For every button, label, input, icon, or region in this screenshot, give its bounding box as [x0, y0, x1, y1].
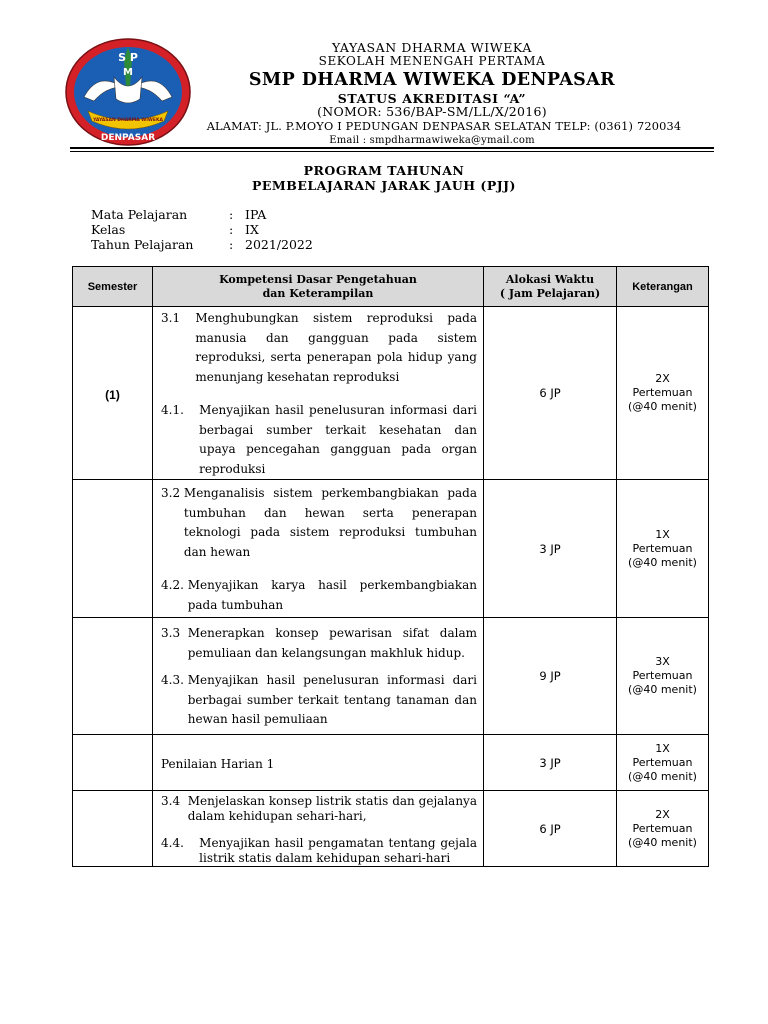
- cell-semester: [73, 480, 153, 618]
- kd-text: Menghubungkan sistem reproduksi pada manusia dan gangguan pada sistem reproduksi, serta penerapan pola hidup yang menunjang kesehatan reproduksi: [195, 311, 477, 384]
- header-kompetensi: [153, 267, 484, 307]
- accreditation-number: (NOMOR: 536/BAP-SM/LL/X/2016): [317, 104, 547, 119]
- kd-number: 4.2.: [161, 578, 188, 592]
- document-subtitle: PEMBELAJARAN JARAK JAUH (PJJ): [252, 178, 516, 193]
- meta-value: IX: [245, 222, 259, 237]
- school-address: ALAMAT: JL. P.MOYO I PEDUNGAN DENPASAR SELATAN TELP: (0361) 720034: [206, 120, 682, 133]
- kd-number: 4.4.: [161, 835, 200, 850]
- ket-duration: (@40 menit): [628, 835, 697, 849]
- kd-item: [161, 624, 477, 663]
- letterhead-rule-thin: [70, 151, 714, 152]
- kd-text: Menerapkan konsep pewarisan sifat dalam pemuliaan dan kelangsungan makhluk hidup.: [187, 626, 477, 660]
- header-kd-line1: Kompetensi Dasar Pengetahuan: [219, 272, 417, 286]
- header-alokasi-line2: ( Jam Pelajaran): [499, 286, 601, 300]
- cell-keterangan: [617, 618, 709, 735]
- meta-key: Tahun Pelajaran: [91, 237, 194, 252]
- cell-keterangan: [617, 307, 709, 480]
- table-row: [73, 735, 709, 791]
- cell-keterangan: [617, 791, 709, 867]
- kd-number: 3.4: [161, 793, 188, 808]
- table-row: [73, 791, 709, 867]
- kd-text: Menjelaskan konsep listrik statis dan gejalanya dalam kehidupan sehari-hari,: [187, 793, 477, 823]
- cell-keterangan: [617, 480, 709, 618]
- kd-text: Menyajikan hasil pengamatan tentang gejala listrik statis dalam kehidupan sehari-hari: [199, 835, 477, 865]
- cell-semester: [73, 791, 153, 867]
- kd-item: [161, 671, 477, 730]
- meta-colon: :: [229, 222, 234, 237]
- header-kd-line2: dan Keterampilan: [262, 286, 374, 300]
- logo-city: DENPASAR: [100, 133, 156, 143]
- ket-count: 2X: [655, 372, 670, 385]
- kd-item: [161, 484, 477, 562]
- cell-alokasi: 6 JP: [484, 307, 617, 480]
- meta-key: Kelas: [91, 222, 126, 237]
- meta-row-subject: [91, 207, 313, 222]
- ket-count: 3X: [655, 655, 670, 668]
- ket-count: 2X: [655, 807, 670, 821]
- kd-number: 3.3: [161, 626, 188, 641]
- header-alokasi-line1: Alokasi Waktu: [505, 272, 595, 286]
- cell-alokasi: 6 JP: [484, 791, 617, 867]
- kd-item: [161, 836, 477, 866]
- cell-kompetensi: [153, 480, 484, 618]
- cell-alokasi: 3 JP: [484, 480, 617, 618]
- table-row: [73, 307, 709, 480]
- kd-number: 3.1: [161, 311, 196, 325]
- kd-number: 3.2: [161, 486, 184, 500]
- cell-semester: (1): [73, 307, 153, 480]
- ket-unit: Pertemuan: [632, 386, 693, 399]
- ket-unit: Pertemuan: [632, 669, 693, 682]
- cell-kompetensi: [153, 307, 484, 480]
- cell-keterangan: [617, 735, 709, 791]
- table-header-row: [73, 267, 709, 307]
- cell-alokasi: 3 JP: [484, 735, 617, 791]
- cell-kompetensi: [153, 791, 484, 867]
- kd-item: [161, 309, 477, 387]
- header-alokasi: [484, 267, 617, 307]
- ket-unit: Pertemuan: [632, 755, 693, 769]
- meta-row-year: [91, 237, 313, 252]
- kd-number: 4.1.: [161, 403, 200, 417]
- logo-letter: M: [123, 67, 133, 78]
- cell-semester: [73, 735, 153, 791]
- table-row: [73, 618, 709, 735]
- logo-top-text: S P: [118, 51, 138, 64]
- school-name: SMP DHARMA WIWEKA DENPASAR: [248, 70, 616, 90]
- document-meta: [91, 207, 313, 252]
- accreditation-status: STATUS AKREDITASI “A”: [337, 91, 527, 106]
- ket-unit: Pertemuan: [632, 821, 693, 835]
- header-semester: Semester: [73, 267, 153, 307]
- table-row: [73, 480, 709, 618]
- program-table: [72, 266, 709, 867]
- ket-duration: (@40 menit): [628, 683, 697, 696]
- ket-count: 1X: [655, 741, 670, 755]
- ket-duration: (@40 menit): [628, 769, 697, 783]
- kd-item: [161, 794, 477, 824]
- foundation-name: YAYASAN DHARMA WIWEKA: [332, 40, 532, 55]
- kd-text: Menganalisis sistem perkembangbiakan pada tumbuhan dan hewan serta penerapan teknologi pada sistem reproduksi tumbuhan dan hewan: [183, 486, 477, 559]
- meta-colon: :: [229, 237, 234, 252]
- school-email: Email : smpdharmawiweka@ymail.com: [329, 135, 535, 146]
- ket-duration: (@40 menit): [628, 400, 697, 413]
- header-keterangan: Keterangan: [617, 267, 709, 307]
- cell-alokasi: 9 JP: [484, 618, 617, 735]
- ket-duration: (@40 menit): [628, 555, 697, 569]
- kd-number: 4.3.: [161, 673, 188, 688]
- logo-ribbon-text: YAYASAN DHARMA WIWEKA: [93, 118, 163, 123]
- meta-row-class: [91, 222, 313, 237]
- cell-semester: [73, 618, 153, 735]
- ket-count: 1X: [655, 527, 670, 541]
- kd-text: Menyajikan hasil penelusuran informasi dari berbagai sumber terkait kesehatan dan upaya pencegahan gangguan pada organ reproduksi: [199, 403, 477, 476]
- kd-text: Menyajikan hasil penelusuran informasi dari berbagai sumber terkait tentang tanaman dan hewan hasil pemuliaan: [187, 673, 477, 727]
- letterhead-rule-thick: [70, 147, 714, 149]
- cell-kompetensi: [153, 618, 484, 735]
- school-level: SEKOLAH MENENGAH PERTAMA: [318, 54, 546, 68]
- kd-text: Menyajikan karya hasil perkembangbiakan pada tumbuhan: [187, 578, 477, 612]
- ket-unit: Pertemuan: [632, 541, 693, 555]
- kd-text: Penilaian Harian 1: [161, 756, 275, 771]
- cell-kompetensi: [153, 735, 484, 791]
- meta-key: Mata Pelajaran: [91, 207, 188, 222]
- document-title: PROGRAM TAHUNAN: [303, 163, 465, 178]
- kd-item: [161, 576, 477, 615]
- meta-value: 2021/2022: [245, 237, 313, 252]
- kd-item: [161, 401, 477, 479]
- meta-colon: :: [229, 207, 234, 222]
- meta-value: IPA: [245, 207, 267, 222]
